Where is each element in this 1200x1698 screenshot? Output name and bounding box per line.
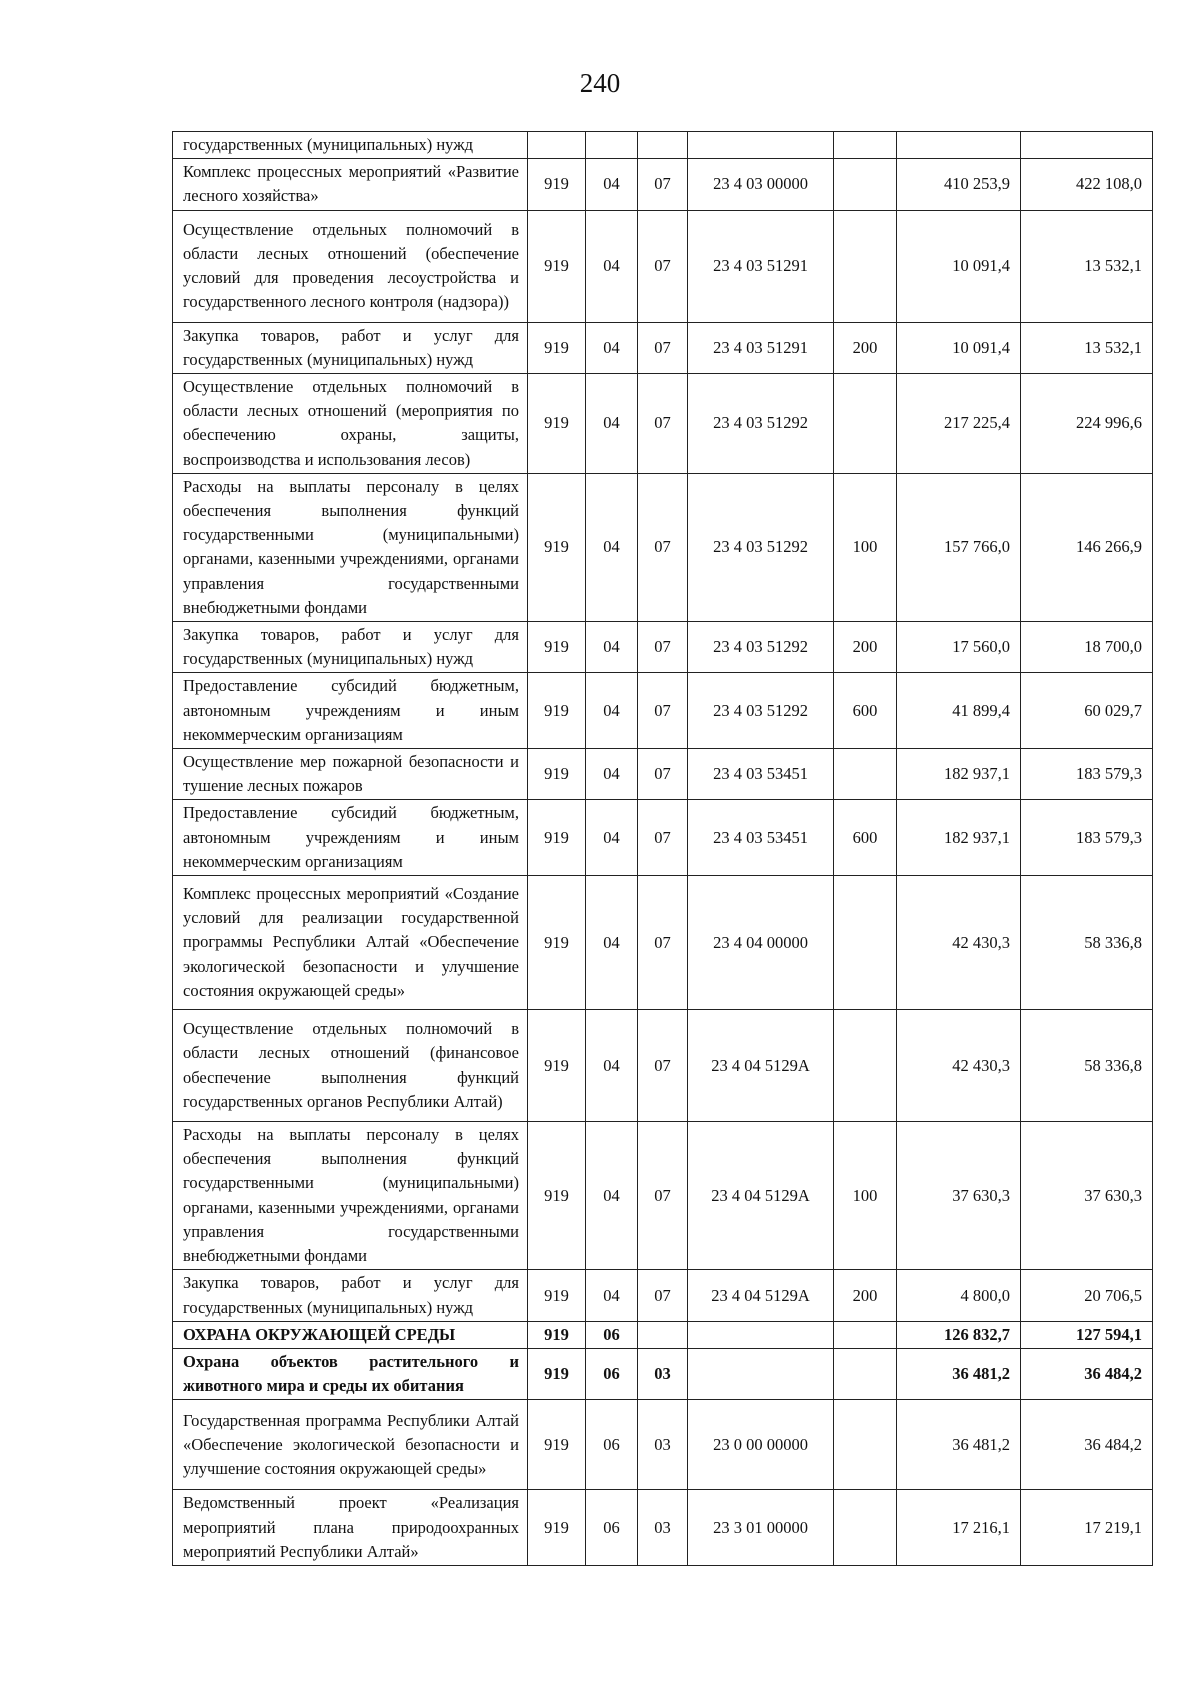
row-target-article: 23 3 01 00000 xyxy=(688,1490,834,1566)
row-expense-type: 100 xyxy=(834,473,897,621)
row-subsection-code: 07 xyxy=(638,374,688,474)
row-amount-year2: 127 594,1 xyxy=(1021,1321,1153,1348)
row-ministry-code: 919 xyxy=(528,473,586,621)
row-amount-year1: 10 091,4 xyxy=(897,322,1021,373)
row-subsection-code: 07 xyxy=(638,1010,688,1122)
row-amount-year2: 58 336,8 xyxy=(1021,1010,1153,1122)
row-section-code: 04 xyxy=(586,1122,638,1270)
row-expense-type xyxy=(834,1010,897,1122)
row-name: государственных (муниципальных) нужд xyxy=(173,132,528,159)
row-amount-year2: 422 108,0 xyxy=(1021,159,1153,210)
row-expense-type xyxy=(834,1490,897,1566)
row-amount-year1: 182 937,1 xyxy=(897,800,1021,876)
row-ministry-code: 919 xyxy=(528,749,586,800)
row-subsection-code: 03 xyxy=(638,1348,688,1399)
row-section-code: 04 xyxy=(586,1010,638,1122)
row-target-article: 23 4 03 51292 xyxy=(688,374,834,474)
row-name: Комплекс процессных мероприятий «Развитие лесного хозяйства» xyxy=(173,159,528,210)
row-target-article xyxy=(688,1321,834,1348)
row-amount-year1 xyxy=(897,132,1021,159)
row-name: ОХРАНА ОКРУЖАЮЩЕЙ СРЕДЫ xyxy=(173,1321,528,1348)
row-target-article xyxy=(688,1348,834,1399)
row-amount-year1: 410 253,9 xyxy=(897,159,1021,210)
row-target-article: 23 4 03 51291 xyxy=(688,322,834,373)
row-target-article: 23 4 03 53451 xyxy=(688,749,834,800)
row-amount-year2: 37 630,3 xyxy=(1021,1122,1153,1270)
row-amount-year2: 60 029,7 xyxy=(1021,673,1153,749)
row-subsection-code: 07 xyxy=(638,210,688,322)
row-target-article: 23 4 03 51292 xyxy=(688,622,834,673)
row-ministry-code: 919 xyxy=(528,1122,586,1270)
row-amount-year2: 224 996,6 xyxy=(1021,374,1153,474)
row-ministry-code xyxy=(528,132,586,159)
row-subsection-code: 07 xyxy=(638,322,688,373)
row-amount-year2: 13 532,1 xyxy=(1021,210,1153,322)
row-expense-type xyxy=(834,210,897,322)
table-row xyxy=(173,1348,1153,1399)
row-subsection-code: 07 xyxy=(638,473,688,621)
budget-table xyxy=(172,131,1153,1566)
table-row xyxy=(173,1490,1153,1566)
row-ministry-code: 919 xyxy=(528,1490,586,1566)
row-name: Предоставление субсидий бюджетным, автономным учреждениям и иным некоммерческим организациям xyxy=(173,673,528,749)
row-amount-year1: 17 560,0 xyxy=(897,622,1021,673)
row-subsection-code: 07 xyxy=(638,1270,688,1321)
row-ministry-code: 919 xyxy=(528,673,586,749)
row-name: Государственная программа Республики Алтай «Обеспечение экологической безопасности и улучшение состояния окружающей среды» xyxy=(173,1400,528,1490)
table-row xyxy=(173,374,1153,474)
row-expense-type: 200 xyxy=(834,622,897,673)
row-amount-year1: 4 800,0 xyxy=(897,1270,1021,1321)
row-section-code: 04 xyxy=(586,673,638,749)
row-expense-type xyxy=(834,1400,897,1490)
row-expense-type xyxy=(834,749,897,800)
row-expense-type xyxy=(834,1348,897,1399)
row-amount-year2: 183 579,3 xyxy=(1021,749,1153,800)
row-target-article: 23 4 03 00000 xyxy=(688,159,834,210)
row-section-code: 04 xyxy=(586,210,638,322)
row-amount-year1: 36 481,2 xyxy=(897,1400,1021,1490)
row-target-article xyxy=(688,132,834,159)
row-ministry-code: 919 xyxy=(528,322,586,373)
row-target-article: 23 4 04 00000 xyxy=(688,876,834,1010)
row-amount-year1: 42 430,3 xyxy=(897,876,1021,1010)
row-expense-type xyxy=(834,876,897,1010)
row-subsection-code: 07 xyxy=(638,800,688,876)
row-target-article: 23 4 03 51291 xyxy=(688,210,834,322)
row-target-article: 23 4 03 51292 xyxy=(688,673,834,749)
table-row xyxy=(173,1400,1153,1490)
row-ministry-code: 919 xyxy=(528,210,586,322)
row-amount-year2: 58 336,8 xyxy=(1021,876,1153,1010)
row-amount-year2 xyxy=(1021,132,1153,159)
row-expense-type: 200 xyxy=(834,1270,897,1321)
row-ministry-code: 919 xyxy=(528,876,586,1010)
row-name: Охрана объектов растительного и животного мира и среды их обитания xyxy=(173,1348,528,1399)
row-ministry-code: 919 xyxy=(528,1348,586,1399)
page-number: 240 xyxy=(579,68,621,98)
row-name: Закупка товаров, работ и услуг для государственных (муниципальных) нужд xyxy=(173,322,528,373)
row-ministry-code: 919 xyxy=(528,1010,586,1122)
row-name: Предоставление субсидий бюджетным, автономным учреждениям и иным некоммерческим организациям xyxy=(173,800,528,876)
row-target-article: 23 4 04 5129А xyxy=(688,1122,834,1270)
row-amount-year1: 217 225,4 xyxy=(897,374,1021,474)
row-expense-type: 600 xyxy=(834,673,897,749)
row-expense-type xyxy=(834,159,897,210)
row-amount-year2: 20 706,5 xyxy=(1021,1270,1153,1321)
table-row xyxy=(173,1010,1153,1122)
row-section-code: 04 xyxy=(586,374,638,474)
row-amount-year1: 17 216,1 xyxy=(897,1490,1021,1566)
row-name: Расходы на выплаты персоналу в целях обеспечения выполнения функций государственными (муниципальными) органами, казенными учреждениями, органами управления государственными внебюджетными фондами xyxy=(173,473,528,621)
row-section-code: 04 xyxy=(586,800,638,876)
row-target-article: 23 4 03 53451 xyxy=(688,800,834,876)
table-row xyxy=(173,800,1153,876)
table-row xyxy=(173,473,1153,621)
row-expense-type xyxy=(834,1321,897,1348)
row-section-code: 04 xyxy=(586,159,638,210)
row-section-code: 04 xyxy=(586,876,638,1010)
row-subsection-code: 07 xyxy=(638,622,688,673)
row-section-code: 06 xyxy=(586,1321,638,1348)
row-expense-type: 100 xyxy=(834,1122,897,1270)
row-expense-type: 600 xyxy=(834,800,897,876)
row-amount-year1: 36 481,2 xyxy=(897,1348,1021,1399)
row-target-article: 23 4 03 51292 xyxy=(688,473,834,621)
row-amount-year2: 36 484,2 xyxy=(1021,1348,1153,1399)
row-expense-type: 200 xyxy=(834,322,897,373)
row-section-code: 06 xyxy=(586,1400,638,1490)
row-amount-year1: 182 937,1 xyxy=(897,749,1021,800)
row-amount-year2: 36 484,2 xyxy=(1021,1400,1153,1490)
row-subsection-code: 03 xyxy=(638,1490,688,1566)
row-amount-year1: 126 832,7 xyxy=(897,1321,1021,1348)
row-amount-year1: 42 430,3 xyxy=(897,1010,1021,1122)
row-ministry-code: 919 xyxy=(528,159,586,210)
row-expense-type xyxy=(834,132,897,159)
row-section-code xyxy=(586,132,638,159)
row-name: Осуществление мер пожарной безопасности и тушение лесных пожаров xyxy=(173,749,528,800)
row-ministry-code: 919 xyxy=(528,1400,586,1490)
row-section-code: 04 xyxy=(586,473,638,621)
row-name: Закупка товаров, работ и услуг для государственных (муниципальных) нужд xyxy=(173,1270,528,1321)
row-subsection-code xyxy=(638,1321,688,1348)
table-row xyxy=(173,622,1153,673)
row-amount-year2: 146 266,9 xyxy=(1021,473,1153,621)
row-ministry-code: 919 xyxy=(528,622,586,673)
row-expense-type xyxy=(834,374,897,474)
row-amount-year2: 13 532,1 xyxy=(1021,322,1153,373)
row-amount-year2: 183 579,3 xyxy=(1021,800,1153,876)
table-row xyxy=(173,876,1153,1010)
row-section-code: 04 xyxy=(586,622,638,673)
table-row xyxy=(173,210,1153,322)
row-ministry-code: 919 xyxy=(528,374,586,474)
row-section-code: 04 xyxy=(586,322,638,373)
table-row xyxy=(173,749,1153,800)
row-amount-year2: 17 219,1 xyxy=(1021,1490,1153,1566)
row-subsection-code: 07 xyxy=(638,159,688,210)
row-section-code: 06 xyxy=(586,1490,638,1566)
table-row xyxy=(173,673,1153,749)
row-subsection-code: 07 xyxy=(638,876,688,1010)
row-name: Осуществление отдельных полномочий в области лесных отношений (мероприятия по обеспечению охраны, защиты, воспроизводства и использования лесов) xyxy=(173,374,528,474)
row-ministry-code: 919 xyxy=(528,800,586,876)
row-name: Осуществление отдельных полномочий в области лесных отношений (обеспечение условий для проведения лесоустройства и государственного лесного контроля (надзора)) xyxy=(173,210,528,322)
row-name: Ведомственный проект «Реализация мероприятий плана природоохранных мероприятий Республики Алтай» xyxy=(173,1490,528,1566)
table-row xyxy=(173,159,1153,210)
row-amount-year1: 37 630,3 xyxy=(897,1122,1021,1270)
table-row xyxy=(173,322,1153,373)
row-ministry-code: 919 xyxy=(528,1321,586,1348)
row-section-code: 04 xyxy=(586,1270,638,1321)
table-body xyxy=(173,132,1153,1566)
row-section-code: 06 xyxy=(586,1348,638,1399)
row-subsection-code: 03 xyxy=(638,1400,688,1490)
table-row xyxy=(173,1321,1153,1348)
row-subsection-code: 07 xyxy=(638,1122,688,1270)
row-amount-year1: 157 766,0 xyxy=(897,473,1021,621)
row-subsection-code xyxy=(638,132,688,159)
row-amount-year1: 10 091,4 xyxy=(897,210,1021,322)
row-amount-year2: 18 700,0 xyxy=(1021,622,1153,673)
table-row xyxy=(173,1122,1153,1270)
row-target-article: 23 4 04 5129А xyxy=(688,1010,834,1122)
row-section-code: 04 xyxy=(586,749,638,800)
table-row xyxy=(173,132,1153,159)
row-amount-year1: 41 899,4 xyxy=(897,673,1021,749)
row-name: Комплекс процессных мероприятий «Создание условий для реализации государственной программы Республики Алтай «Обеспечение экологической безопасности и улучшение состояния окружающей среды» xyxy=(173,876,528,1010)
row-ministry-code: 919 xyxy=(528,1270,586,1321)
row-subsection-code: 07 xyxy=(638,673,688,749)
row-name: Осуществление отдельных полномочий в области лесных отношений (финансовое обеспечение выполнения функций государственных органов Республики Алтай) xyxy=(173,1010,528,1122)
row-name: Закупка товаров, работ и услуг для государственных (муниципальных) нужд xyxy=(173,622,528,673)
row-subsection-code: 07 xyxy=(638,749,688,800)
row-name: Расходы на выплаты персоналу в целях обеспечения выполнения функций государственными (муниципальными) органами, казенными учреждениями, органами управления государственными внебюджетными фондами xyxy=(173,1122,528,1270)
row-target-article: 23 4 04 5129А xyxy=(688,1270,834,1321)
table-row xyxy=(173,1270,1153,1321)
row-target-article: 23 0 00 00000 xyxy=(688,1400,834,1490)
